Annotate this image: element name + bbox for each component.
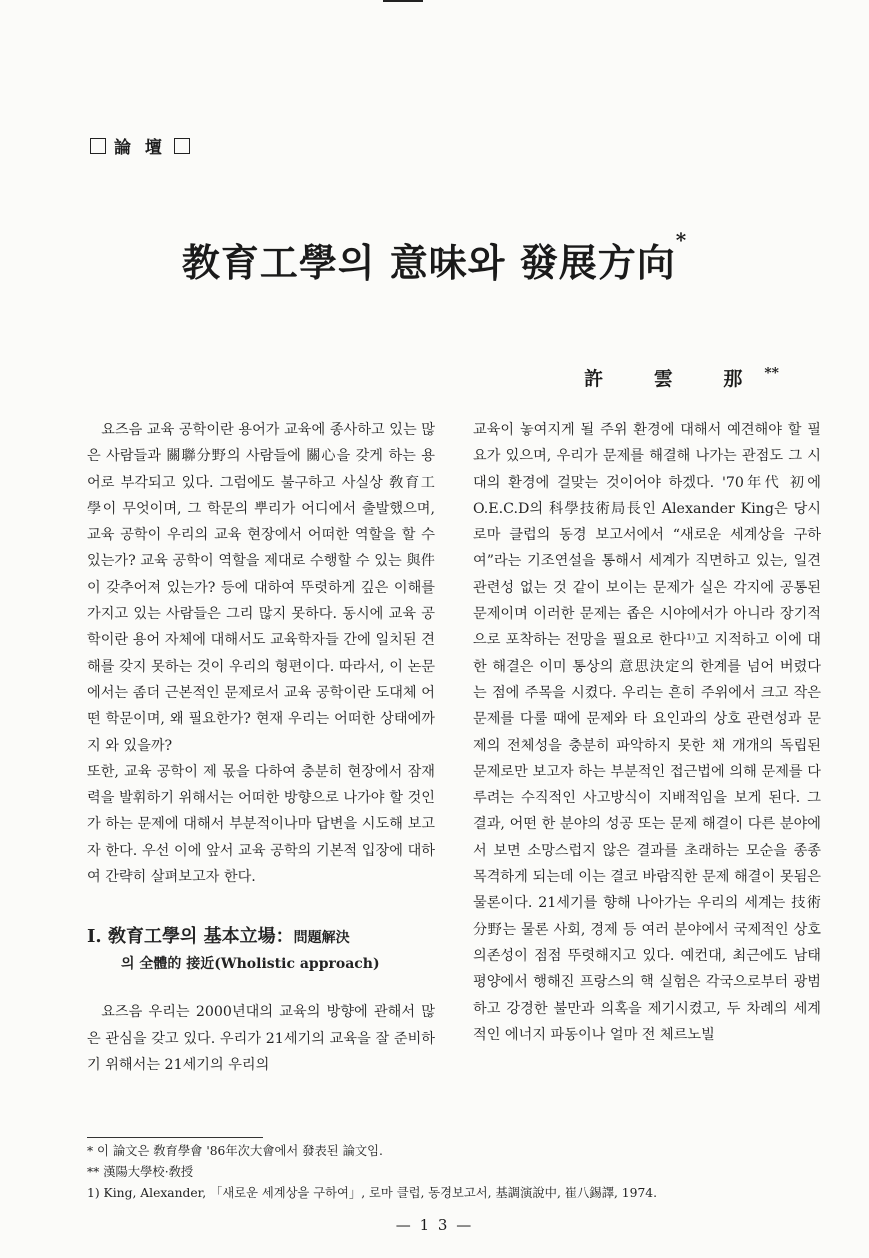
left-column [87, 417, 435, 1078]
section-tag [90, 133, 190, 158]
section-heading-main-sub: 問題解決 [293, 930, 350, 947]
page-number: — 1 3 — [395, 1216, 474, 1234]
author-footnote-mark: ** [764, 365, 779, 382]
section-heading [87, 924, 435, 977]
footnote-rule [87, 1137, 263, 1138]
footnotes [87, 1141, 807, 1204]
footnote-3: 1) King, Alexander, 「새로운 세계상을 구하여」, 로마 클럽, 동경보고서, 基調演說中, 崔八錫譯, 1974. [87, 1186, 658, 1200]
title-footnote-mark: * [675, 228, 688, 252]
right-column-paragraph: 교육이 놓여지게 될 주위 환경에 대해서 예견해야 할 필요가 있으며, 우리가 문제를 해결해 나가는 관점도 그 시대의 환경에 걸맞는 것이어야 하겠다. '70年代 初에 O.E.C.D의 科學技術局長인 Alexander King은 당시 로마 클럽의 동경 보고서에서 “새로운 세계상을 구하여”라는 기조연설을 통해서 세계가 직면하고 있는, 일견 관련성 없는 것 같이 보이는 문제가 실은 각지에 공통된 문제이며 이러한 문제는 좁은 시야에서가 아니라 장기적으로 포착하는 전망을 필요로 한다¹⁾고 지적하고 이에 대한 해결은 이미 통상의 意思決定의 한계를 넘어 버렸다는 점에 주목을 시켰다. 우리는 흔히 주위에서 크고 작은 문제를 다룰 때에 문제와 타 요인과의 상호 관련성과 문제의 전체성을 충분히 파악하지 못한 채 개개의 독립된 문제로만 보고자 하는 부분적인 접근법에 의해 문제를 다루려는 수직적인 사고방식이 지배적임을 보게 된다. 그 결과, 어떤 한 분야의 성공 또는 문제 해결이 다른 분야에서 보면 소망스럽지 않은 결과를 초래하는 모순을 종종 목격하게 되는데 이는 결코 바람직한 문제 해결이 못됨은 물론이다. 21세기를 향해 나아가는 우리의 세계는 技術分野는 물론 사회, 경제 등 여러 분야에서 국제적인 상호 의존성이 점점 뚜렷해지고 있다. 예컨대, 최근에도 남태평양에서 행해진 프랑스의 핵 실험은 각국으로부터 광범하고 강경한 불만과 의혹을 제기시켰고, 두 차례의 세계적인 에너지 파동이나 얼마 전 체르노빌 [473, 422, 821, 1043]
section-heading-main-text: Ⅰ. 敎育工學의 基本立場： [87, 926, 294, 948]
paper-title [0, 228, 869, 287]
intro-continuation-paragraph: 또한, 교육 공학이 제 몫을 다하여 충분히 현장에서 잠재력을 발휘하기 위해서는 어떠한 방향으로 나가야 할 것인가 하는 문제에 대해서 부분적이나마 답변을 시도해 보고자 한다. 우선 이에 앞서 교육 공학의 기본적 입장에 대하여 간략히 살펴보고자 한다. [87, 763, 435, 886]
footnote-1: * 이 論文은 敎育學會 '86年次大會에서 發表된 論文임. [87, 1144, 383, 1158]
bracket-square-left [90, 138, 106, 154]
author-name: 許 雲 那 [584, 368, 765, 390]
bracket-square-right [174, 138, 190, 154]
paper-title-text: 教育工學의 意味와 發展方向 [181, 240, 676, 285]
footnote-2: ** 漢陽大學校·敎授 [87, 1165, 194, 1179]
author [584, 364, 779, 391]
top-rule [383, 0, 423, 2]
section-tag-label: 論 壇 [114, 138, 166, 158]
intro-paragraph: 요즈음 교육 공학이란 용어가 교육에 종사하고 있는 많은 사람들과 關聯分野의 사람들에 關心을 갖게 하는 용어로 부각되고 있다. 그럼에도 불구하고 사실상 敎育工學이 무엇이며, 그 학문의 뿌리가 어디에서 출발했으며, 교육 공학이 우리의 교육 현장에서 어떠한 역할을 할 수 있는가? 교육 공학이 역할을 제대로 수행할 수 있는 與件이 갖추어져 있는가? 등에 대하여 뚜렷하게 깊은 이해를 가지고 있는 사람들은 그리 많지 못하다. 동시에 교육 공학이란 용어 자체에 대해서도 교육학자들 간에 일치된 견해를 갖지 못하는 것이 우리의 형편이다. 따라서, 이 논문에서는 좀더 근본적인 문제로서 교육 공학이란 도대체 어떤 학문이며, 왜 필요한가? 현재 우리는 어떠한 상태에까지 와 있을까? [87, 422, 435, 754]
section-heading-sub: 의 全體的 接近(Wholistic approach) [121, 956, 380, 973]
right-column [473, 417, 821, 1048]
section-heading-main [87, 924, 435, 951]
section-paragraph: 요즈음 우리는 2000년대의 교육의 방향에 관해서 많은 관심을 갖고 있다. 우리가 21세기의 교육을 잘 준비하기 위해서는 21세기의 우리의 [87, 1004, 435, 1073]
